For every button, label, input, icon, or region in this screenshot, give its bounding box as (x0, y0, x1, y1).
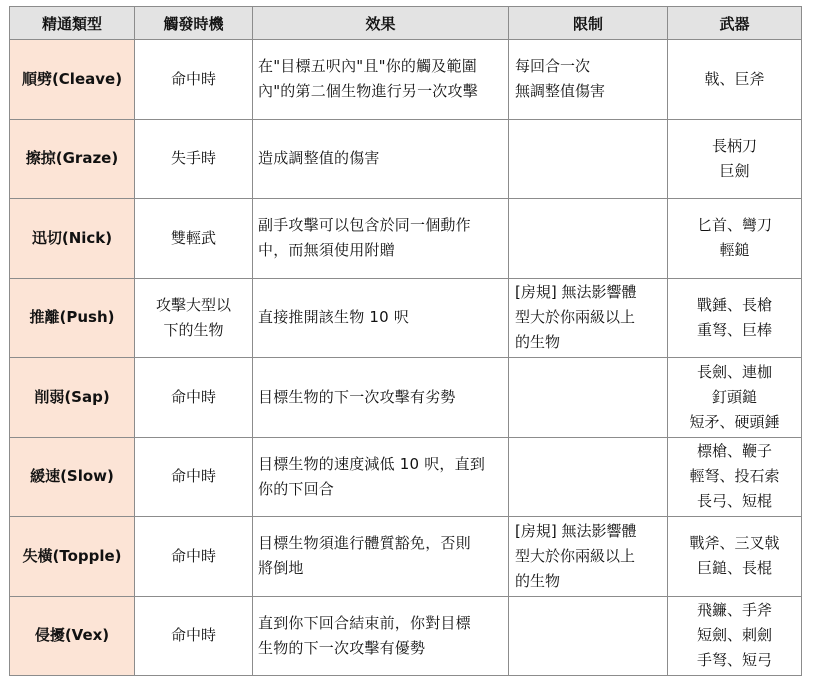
mastery-cell: 順劈(Cleave) (10, 40, 135, 120)
trigger-cell-line: 下的生物 (163, 320, 224, 339)
effect-cell (253, 40, 509, 120)
limit-cell-line: [房規] 無法影響體 (515, 283, 637, 302)
weapons-cell (668, 358, 802, 438)
mastery-cell: 迅切(Nick) (10, 199, 135, 279)
weapons-cell-line: 戰斧、三叉戟 (689, 534, 780, 553)
effect-cell-line: 中，而無須使用附贈 (258, 241, 395, 260)
trigger-cell-line: 命中時 (170, 69, 216, 88)
weapons-cell (668, 40, 802, 120)
limit-cell (509, 437, 668, 517)
table-row (10, 358, 802, 438)
table-row (10, 40, 802, 120)
trigger-cell-line: 失手時 (170, 149, 216, 168)
effect-cell (253, 119, 509, 199)
effect-cell-line: 目標生物的下一次攻擊有劣勢 (258, 387, 456, 406)
weapons-cell-line: 短矛、硬頭錘 (689, 412, 780, 431)
weapons-cell (668, 517, 802, 597)
limit-cell-line: 的生物 (515, 571, 561, 590)
effect-cell-line: 你的下回合 (258, 479, 335, 498)
effect-cell (253, 596, 509, 676)
mastery-cell: 削弱(Sap) (10, 358, 135, 438)
weapons-cell-line: 釘頭鎚 (711, 387, 757, 406)
weapon-mastery-table (9, 6, 802, 676)
trigger-cell-line: 命中時 (170, 546, 216, 565)
table-row (10, 517, 802, 597)
trigger-cell (135, 199, 253, 279)
weapons-cell-line: 輕鎚 (719, 241, 750, 260)
effect-cell (253, 517, 509, 597)
effect-cell-line: 將倒地 (258, 559, 304, 578)
mastery-cell: 失橫(Topple) (10, 517, 135, 597)
mastery-cell: 緩速(Slow) (10, 437, 135, 517)
trigger-cell-line: 攻擊大型以 (155, 295, 231, 314)
table-row (10, 119, 802, 199)
table-row (10, 199, 802, 279)
weapons-cell-line: 戰錘、長槍 (696, 295, 772, 314)
trigger-cell (135, 437, 253, 517)
weapons-cell-line: 重弩、巨棒 (696, 320, 772, 339)
table-row (10, 437, 802, 517)
trigger-cell (135, 596, 253, 676)
weapons-cell (668, 199, 802, 279)
weapons-cell (668, 119, 802, 199)
weapons-cell-line: 飛鐮、手斧 (696, 601, 772, 620)
weapons-cell (668, 278, 802, 358)
trigger-cell (135, 278, 253, 358)
trigger-cell-line: 雙輕武 (170, 228, 216, 247)
limit-cell-line: 每回合一次 (515, 57, 591, 76)
limit-cell (509, 517, 668, 597)
weapons-cell-line: 長弓、短棍 (696, 492, 772, 511)
trigger-cell (135, 358, 253, 438)
limit-cell (509, 199, 668, 279)
limit-cell-line: 型大於你兩級以上 (515, 546, 636, 565)
effect-cell (253, 358, 509, 438)
trigger-cell-line: 命中時 (170, 387, 216, 406)
header-weapons: 武器 (668, 7, 802, 40)
effect-cell (253, 437, 509, 517)
effect-cell-line: 生物的下一次攻擊有優勢 (258, 638, 426, 657)
weapons-cell-line: 巨劍 (719, 161, 750, 180)
limit-cell-line: 的生物 (515, 333, 561, 352)
limit-cell-line: [房規] 無法影響體 (515, 521, 637, 540)
weapons-cell-line: 手弩、短弓 (696, 651, 772, 670)
weapons-cell-line: 長柄刀 (711, 136, 757, 155)
header-trigger: 觸發時機 (135, 7, 253, 40)
limit-cell (509, 119, 668, 199)
mastery-cell: 推離(Push) (10, 278, 135, 358)
limit-cell (509, 358, 668, 438)
header-mastery: 精通類型 (10, 7, 135, 40)
effect-cell-line: 目標生物的速度減低 10 呎，直到 (258, 454, 486, 473)
header-limit: 限制 (509, 7, 668, 40)
weapons-cell-line: 巨鎚、長棍 (696, 559, 772, 578)
effect-cell-line: 內"的第二個生物進行另一次攻擊 (258, 82, 478, 101)
weapons-cell-line: 匕首、彎刀 (696, 216, 772, 235)
weapons-cell-line: 輕弩、投石索 (689, 467, 780, 486)
effect-cell-line: 造成調整值的傷害 (258, 149, 380, 168)
effect-cell-line: 直接推開該生物 10 呎 (258, 308, 410, 327)
effect-cell-line: 副手攻擊可以包含於同一個動作 (258, 216, 471, 235)
trigger-cell-line: 命中時 (170, 467, 216, 486)
weapons-cell (668, 437, 802, 517)
header-effect: 效果 (253, 7, 509, 40)
header-row (10, 7, 802, 40)
weapons-cell-line: 戟、巨斧 (704, 69, 765, 88)
effect-cell-line: 在"目標五呎內"且"你的觸及範圍 (258, 57, 477, 76)
table-row (10, 278, 802, 358)
mastery-cell: 侵擾(Vex) (10, 596, 135, 676)
table-body (10, 40, 802, 676)
table-row (10, 596, 802, 676)
limit-cell (509, 278, 668, 358)
weapons-cell-line: 短劍、刺劍 (696, 626, 772, 645)
effect-cell (253, 199, 509, 279)
limit-cell-line: 無調整值傷害 (515, 82, 606, 101)
effect-cell (253, 278, 509, 358)
limit-cell (509, 40, 668, 120)
trigger-cell (135, 119, 253, 199)
trigger-cell (135, 40, 253, 120)
trigger-cell-line: 命中時 (170, 626, 216, 645)
effect-cell-line: 目標生物須進行體質豁免，否則 (258, 534, 471, 553)
trigger-cell (135, 517, 253, 597)
limit-cell (509, 596, 668, 676)
mastery-cell: 擦掠(Graze) (10, 119, 135, 199)
weapons-cell (668, 596, 802, 676)
effect-cell-line: 直到你下回合結束前，你對目標 (258, 613, 471, 632)
weapons-cell-line: 標槍、鞭子 (696, 442, 772, 461)
weapons-cell-line: 長劍、連枷 (696, 362, 772, 381)
limit-cell-line: 型大於你兩級以上 (515, 308, 636, 327)
